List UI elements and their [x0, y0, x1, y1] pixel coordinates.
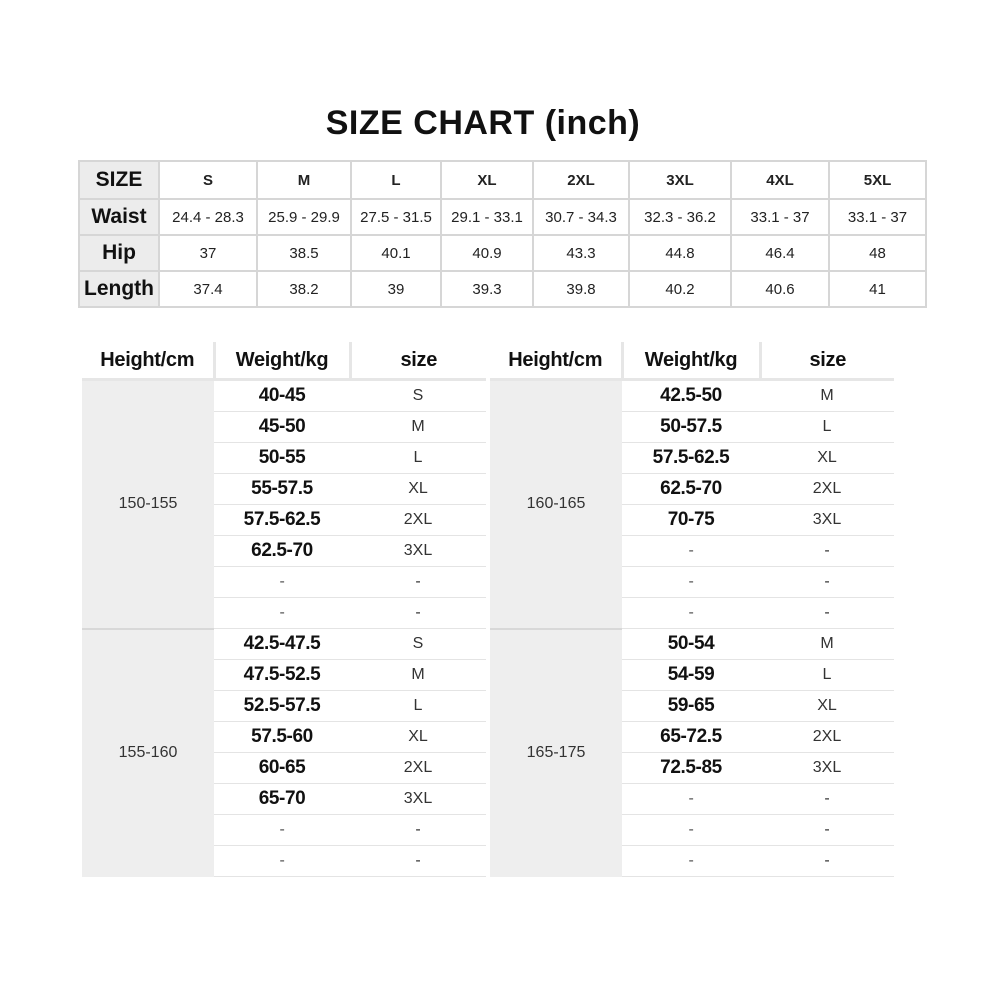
- weight-range-cell: 40-45: [214, 380, 350, 412]
- size-cell: -: [350, 815, 486, 846]
- size-cell: -: [350, 598, 486, 629]
- weight-range-cell: 47.5-52.5: [214, 660, 350, 691]
- size-header-label: SIZE: [79, 161, 159, 199]
- row-label: Hip: [79, 235, 159, 271]
- height-range-cell: 155-160: [82, 629, 214, 877]
- size-col-s: S: [159, 161, 257, 199]
- hip-row: [79, 235, 926, 271]
- size-cell: -: [760, 784, 894, 815]
- size-cell: -: [760, 536, 894, 567]
- table-cell: 24.4 - 28.3: [159, 199, 257, 235]
- weight-range-cell: 45-50: [214, 412, 350, 443]
- table-cell: 43.3: [533, 235, 629, 271]
- size-cell: -: [350, 846, 486, 877]
- size-cell: L: [350, 443, 486, 474]
- size-cell: M: [350, 412, 486, 443]
- weight-range-cell: -: [622, 567, 760, 598]
- size-cell: 2XL: [350, 753, 486, 784]
- size-cell: XL: [760, 691, 894, 722]
- size-cell: 2XL: [760, 722, 894, 753]
- table-cell: 40.6: [731, 271, 829, 307]
- size-cell: 3XL: [760, 505, 894, 536]
- weight-range-cell: 57.5-60: [214, 722, 350, 753]
- size-col-2xl: 2XL: [533, 161, 629, 199]
- weight-range-cell: 65-72.5: [622, 722, 760, 753]
- weight-range-cell: -: [622, 598, 760, 629]
- table-cell: 44.8: [629, 235, 731, 271]
- table-row: [490, 629, 894, 660]
- table-cell: 33.1 - 37: [731, 199, 829, 235]
- weight-range-cell: 55-57.5: [214, 474, 350, 505]
- weight-range-cell: 50-57.5: [622, 412, 760, 443]
- table-row: [82, 380, 486, 412]
- weight-range-cell: 60-65: [214, 753, 350, 784]
- table-cell: 46.4: [731, 235, 829, 271]
- table-cell: 41: [829, 271, 926, 307]
- height-range-cell: 150-155: [82, 380, 214, 629]
- height-column-header: Height/cm: [82, 342, 214, 380]
- weight-range-cell: 72.5-85: [622, 753, 760, 784]
- table-cell: 33.1 - 37: [829, 199, 926, 235]
- fit-header-row: [490, 342, 894, 380]
- table-row: [490, 380, 894, 412]
- size-col-m: M: [257, 161, 351, 199]
- size-cell: -: [760, 567, 894, 598]
- table-cell: 30.7 - 34.3: [533, 199, 629, 235]
- table-cell: 40.9: [441, 235, 533, 271]
- table-cell: 38.2: [257, 271, 351, 307]
- weight-range-cell: -: [622, 815, 760, 846]
- weight-range-cell: -: [214, 598, 350, 629]
- size-cell: -: [760, 598, 894, 629]
- size-cell: 3XL: [760, 753, 894, 784]
- weight-range-cell: -: [214, 846, 350, 877]
- size-cell: S: [350, 380, 486, 412]
- weight-range-cell: -: [214, 815, 350, 846]
- table-cell: 37.4: [159, 271, 257, 307]
- table-cell: 48: [829, 235, 926, 271]
- size-cell: XL: [760, 443, 894, 474]
- table-cell: 37: [159, 235, 257, 271]
- table-cell: 32.3 - 36.2: [629, 199, 731, 235]
- size-col-5xl: 5XL: [829, 161, 926, 199]
- height-column-header: Height/cm: [490, 342, 622, 380]
- table-row: [82, 629, 486, 660]
- size-cell: XL: [350, 722, 486, 753]
- height-range-cell: 165-175: [490, 629, 622, 877]
- weight-range-cell: -: [214, 567, 350, 598]
- size-cell: M: [760, 629, 894, 660]
- weight-range-cell: 59-65: [622, 691, 760, 722]
- weight-range-cell: 65-70: [214, 784, 350, 815]
- table-cell: 39: [351, 271, 441, 307]
- row-label: Length: [79, 271, 159, 307]
- size-cell: XL: [350, 474, 486, 505]
- weight-range-cell: 52.5-57.5: [214, 691, 350, 722]
- size-cell: M: [350, 660, 486, 691]
- size-col-3xl: 3XL: [629, 161, 731, 199]
- size-cell: M: [760, 380, 894, 412]
- fit-table-left: [82, 342, 486, 877]
- weight-range-cell: 42.5-50: [622, 380, 760, 412]
- size-cell: -: [760, 815, 894, 846]
- weight-range-cell: 57.5-62.5: [622, 443, 760, 474]
- weight-range-cell: 62.5-70: [622, 474, 760, 505]
- weight-range-cell: 70-75: [622, 505, 760, 536]
- waist-row: [79, 199, 926, 235]
- size-header-row: [79, 161, 926, 199]
- length-row: [79, 271, 926, 307]
- weight-range-cell: 62.5-70: [214, 536, 350, 567]
- table-cell: 38.5: [257, 235, 351, 271]
- size-cell: 2XL: [760, 474, 894, 505]
- weight-range-cell: -: [622, 846, 760, 877]
- size-cell: 3XL: [350, 536, 486, 567]
- size-col-4xl: 4XL: [731, 161, 829, 199]
- fit-table-right: [490, 342, 894, 877]
- size-measurement-table: [78, 160, 927, 308]
- table-cell: 39.3: [441, 271, 533, 307]
- weight-range-cell: 54-59: [622, 660, 760, 691]
- weight-range-cell: -: [622, 784, 760, 815]
- table-cell: 40.2: [629, 271, 731, 307]
- table-cell: 39.8: [533, 271, 629, 307]
- size-cell: S: [350, 629, 486, 660]
- size-cell: L: [350, 691, 486, 722]
- weight-range-cell: 42.5-47.5: [214, 629, 350, 660]
- table-cell: 27.5 - 31.5: [351, 199, 441, 235]
- height-range-cell: 160-165: [490, 380, 622, 629]
- weight-range-cell: 57.5-62.5: [214, 505, 350, 536]
- table-cell: 29.1 - 33.1: [441, 199, 533, 235]
- table-cell: 25.9 - 29.9: [257, 199, 351, 235]
- size-cell: 2XL: [350, 505, 486, 536]
- size-column-header: size: [350, 342, 486, 380]
- size-col-l: L: [351, 161, 441, 199]
- weight-range-cell: -: [622, 536, 760, 567]
- page-title: SIZE CHART (inch): [325, 104, 641, 142]
- weight-column-header: Weight/kg: [214, 342, 350, 380]
- size-cell: L: [760, 660, 894, 691]
- size-column-header: size: [760, 342, 894, 380]
- size-cell: -: [760, 846, 894, 877]
- row-label: Waist: [79, 199, 159, 235]
- table-cell: 40.1: [351, 235, 441, 271]
- fit-header-row: [82, 342, 486, 380]
- size-cell: -: [350, 567, 486, 598]
- size-cell: 3XL: [350, 784, 486, 815]
- weight-range-cell: 50-55: [214, 443, 350, 474]
- weight-column-header: Weight/kg: [622, 342, 760, 380]
- size-cell: L: [760, 412, 894, 443]
- size-col-xl: XL: [441, 161, 533, 199]
- weight-range-cell: 50-54: [622, 629, 760, 660]
